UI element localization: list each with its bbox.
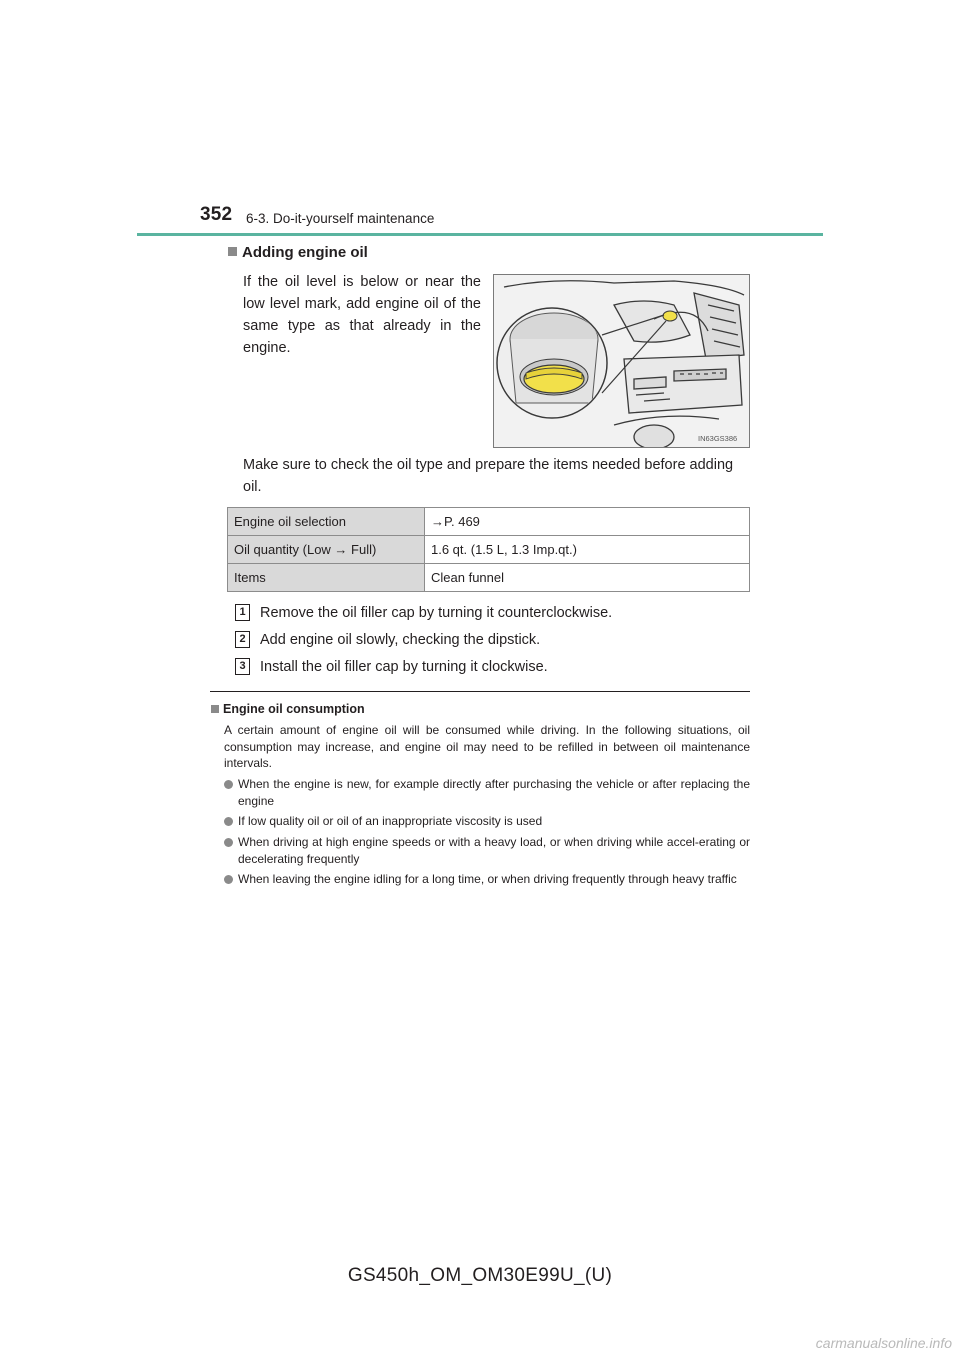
list-item-text: When leaving the engine idling for a long time, or when driving frequently through heavy traffic — [238, 872, 737, 886]
list-item — [224, 776, 750, 809]
adding-oil-heading-text: Adding engine oil — [242, 244, 368, 261]
consumption-heading-text: Engine oil consumption — [223, 702, 365, 716]
step-item — [235, 604, 612, 622]
table-value-cell: 1.6 qt. (1.5 L, 1.3 Imp.qt.) — [425, 536, 750, 564]
table-label-cell: Items — [228, 564, 425, 592]
consumption-heading — [211, 702, 365, 716]
list-item-text: If low quality oil or oil of an inappropriate viscosity is used — [238, 814, 543, 828]
step-number-badge: 3 — [235, 658, 250, 675]
step-number-badge: 2 — [235, 631, 250, 648]
table-label-cell: Engine oil selection — [228, 508, 425, 536]
preparation-text: Make sure to check the oil type and prepare the items needed before adding oil. — [243, 457, 734, 495]
step-text: Remove the oil filler cap by turning it counterclockwise. — [260, 605, 613, 621]
list-item-text: When the engine is new, for example directly after purchasing the vehicle or after replacing the engine — [238, 777, 750, 808]
table-row — [228, 536, 750, 564]
adding-oil-intro: If the oil level is below or near the low level mark, add engine oil of the same type as that already in the engine. — [243, 274, 481, 356]
table-label-cell: Oil quantity (Low → Full) — [228, 536, 425, 564]
circle-bullet-icon — [224, 875, 233, 884]
square-bullet-icon — [228, 247, 237, 256]
step-text: Install the oil filler cap by turning it clockwise. — [260, 659, 548, 675]
step-text: Add engine oil slowly, checking the dipstick. — [260, 632, 541, 648]
table-row — [228, 564, 750, 592]
step-item — [235, 658, 548, 676]
figure-code: IN63GS386 — [698, 434, 738, 443]
table-row — [228, 508, 750, 536]
circle-bullet-icon — [224, 838, 233, 847]
list-item — [224, 834, 750, 867]
list-item-text: When driving at high engine speeds or with a heavy load, or when driving while accel-erating or decelerating frequently — [238, 835, 750, 866]
watermark: carmanualsonline.info — [815, 1335, 952, 1351]
oil-spec-table — [227, 507, 750, 592]
circle-bullet-icon — [224, 780, 233, 789]
header-rule — [137, 233, 823, 236]
section-title: 6-3. Do-it-yourself maintenance — [246, 211, 435, 226]
square-bullet-icon — [211, 705, 219, 713]
table-value-cell: →P. 469 — [425, 508, 750, 536]
oil-filler-cap-illustration — [493, 274, 750, 448]
step-number-badge: 1 — [235, 604, 250, 621]
list-item — [224, 871, 750, 888]
step-item — [235, 631, 540, 649]
list-item — [224, 813, 750, 830]
page-number: 352 — [200, 204, 233, 225]
adding-oil-heading — [228, 244, 368, 261]
table-value-cell: Clean funnel — [425, 564, 750, 592]
manual-code-footer: GS450h_OM_OM30E99U_(U) — [347, 1265, 613, 1286]
circle-bullet-icon — [224, 817, 233, 826]
notes-divider — [210, 691, 750, 692]
consumption-paragraph: A certain amount of engine oil will be consumed while driving. In the following situations, oil consumption may increase, and engine oil may need to be refilled in between oil maintenance intervals. — [224, 723, 750, 770]
